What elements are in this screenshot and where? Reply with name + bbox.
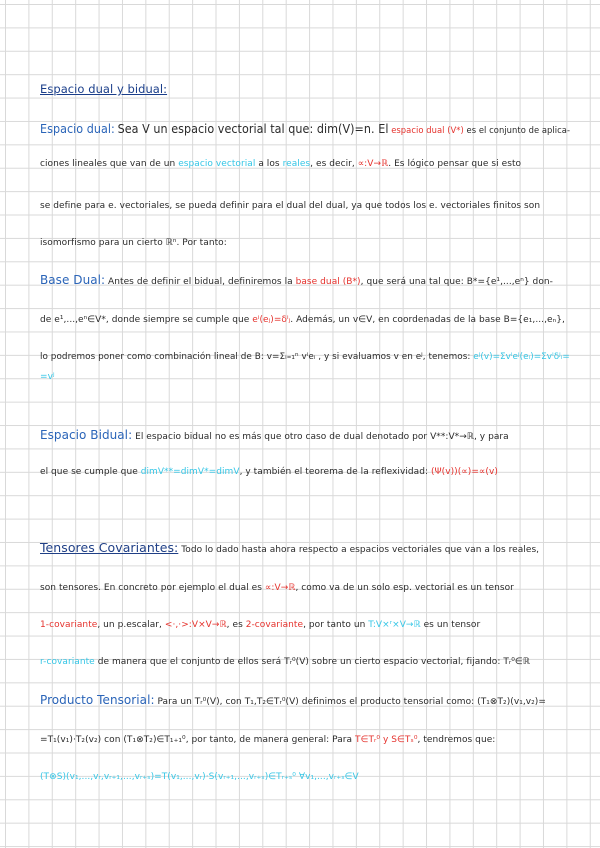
tensor-heading: Tensores Covariantes: <box>40 540 179 555</box>
page-title: Espacio dual y bidual: <box>40 82 168 96</box>
base-term-dual: base dual (B*) <box>295 277 361 287</box>
product-text-2b: con (T₁⊗T₂)∈T₁₊₁⁰, por tanto, de manera general: Para <box>104 735 353 745</box>
dual-map-formula: ∝:V→ℝ <box>357 159 389 169</box>
tensor-text-2a: son tensores. En concreto por ejemplo el dual es <box>40 583 262 593</box>
bidual-text-1a: El espacio bidual no es más que otro caso de dual denotado por V**:V*→ℝ, y para <box>135 432 509 442</box>
bidual-line-1 <box>40 428 509 444</box>
dual-line-4 <box>40 236 227 250</box>
product-line-2 <box>40 733 495 747</box>
product-line-1 <box>40 693 546 709</box>
dual-text-3: se define para e. vectoriales, se pueda definir para el dual del dual, ya que todos los e. vectoriales finitos son <box>40 201 541 211</box>
product-text-2a: =T₁(v₁)·T₂(v₂) <box>40 735 102 745</box>
base-heading: Base Dual: <box>40 273 106 287</box>
base-text-3a: lo podremos poner como combinación lineal de B: v=Σᵢ₌₁ⁿ vⁱeᵢ , y si evaluamos v en eʲ, tenemos: <box>40 352 471 362</box>
base-text-1a: Antes de definir el bidual, definiremos la <box>108 277 293 287</box>
dual-term-space: espacio dual (V*) <box>391 126 464 136</box>
dual-text-2c: a los <box>258 159 280 169</box>
tensor-term-2cov: 2-covariante <box>245 620 304 630</box>
base-line-2 <box>40 313 565 327</box>
product-general-condition: T∈Tᵣ⁰ y S∈Tₛ⁰ <box>355 735 418 745</box>
base-kronecker: eⁱ(eⱼ)=δⁱⱼ <box>252 315 291 325</box>
dual-text-1a: Sea V un espacio vectorial tal que: dim(V)=n. El <box>117 122 389 136</box>
tensor-text-3h: es un tensor <box>423 620 481 630</box>
tensor-text-3d: , es <box>226 620 243 630</box>
tensor-text-1a: Todo lo dado hasta ahora respecto a espacios vectoriales que van a los reales, <box>181 545 540 555</box>
base-line-1 <box>40 273 553 289</box>
product-line-3 <box>40 770 359 784</box>
dual-text-1c: es el conjunto de aplica- <box>466 126 571 136</box>
dual-text-2e: , es decir, <box>310 159 355 169</box>
bidual-heading: Espacio Bidual: <box>40 428 133 442</box>
base-eval-result: =vʲ <box>40 372 55 382</box>
tensor-term-1cov: 1-covariante <box>40 620 98 630</box>
tensor-line-2 <box>40 581 514 595</box>
tensor-r-formula: T:V×ʳ×V→ℝ <box>368 620 421 630</box>
bidual-dim-formula: dimV**=dimV*=dimV <box>140 467 240 477</box>
dual-line-1 <box>40 122 570 138</box>
tensor-text-3b: , un p.escalar, <box>97 620 162 630</box>
base-eval-formula: eʲ(v)=Σvⁱeʲ(eᵢ)=Σvⁱδʲᵢ= <box>473 352 570 362</box>
tensor-scalar-formula: <·,·>:V×V→ℝ <box>164 620 227 630</box>
base-text-2a: de e¹,...,eⁿ∈V*, donde siempre se cumple que <box>40 315 250 325</box>
dual-term-reales: reales <box>282 159 311 169</box>
tensor-line-4 <box>40 655 530 669</box>
base-line-4 <box>40 370 55 384</box>
product-text-2d: , tendremos que: <box>417 735 496 745</box>
tensor-line-1 <box>40 541 539 557</box>
tensor-term-rcov: r-covariante <box>40 657 95 667</box>
bidual-text-2a: el que se cumple que <box>40 467 138 477</box>
section-title-line <box>40 82 167 98</box>
base-text-2c: . Además, un v∈V, en coordenadas de la base B={e₁,...,eₙ}, <box>290 315 565 325</box>
tensor-dual-formula: ∝:V→ℝ <box>264 583 296 593</box>
bidual-line-2 <box>40 465 498 479</box>
bidual-text-2c: , y también el teorema de la reflexividad: <box>239 467 429 477</box>
base-text-1c: , que será una tal que: B*={e¹,...,eⁿ} don- <box>360 277 553 287</box>
dual-text-2a: ciones lineales que van de un <box>40 159 176 169</box>
tensor-text-3f: , por tanto un <box>303 620 366 630</box>
dual-line-2 <box>40 157 521 171</box>
tensor-text-2c: , como va de un solo esp. vectorial es un tensor <box>295 583 514 593</box>
bidual-reflexivity: (Ψ(v))(∝)=∝(v) <box>430 467 498 477</box>
base-line-3 <box>40 350 570 364</box>
dual-term-vectorial: espacio vectorial <box>178 159 256 169</box>
dual-text-4: isomorfismo para un cierto ℝⁿ. Por tanto: <box>40 238 227 248</box>
dual-heading: Espacio dual: <box>40 122 115 136</box>
dual-text-2g: . Es lógico pensar que si esto <box>388 159 522 169</box>
product-heading: Producto Tensorial: <box>40 693 155 707</box>
dual-line-3 <box>40 199 540 213</box>
product-general-formula: (T⊗S)(v₁,...,vᵣ,vᵣ₊₁,...,vᵣ₊ₛ)=T(v₁,...,vᵣ)·S(vᵣ₊₁,...,vᵣ₊ₛ)∈Tᵣ₊ₛ⁰ ∀v₁,...,vᵣ₊ₛ∈V <box>40 772 359 782</box>
product-text-1a: Para un Tᵣ⁰(V), con T₁,T₂∈Tᵣ⁰(V) definimos el producto tensorial como: (T₁⊗T₂)(v₁,v₂)= <box>157 697 546 707</box>
tensor-line-3 <box>40 618 480 632</box>
tensor-text-4b: de manera que el conjunto de ellos será Tᵣ⁰(V) sobre un cierto espacio vectorial, fijando: Tᵣ⁰∈ℝ <box>97 657 530 667</box>
